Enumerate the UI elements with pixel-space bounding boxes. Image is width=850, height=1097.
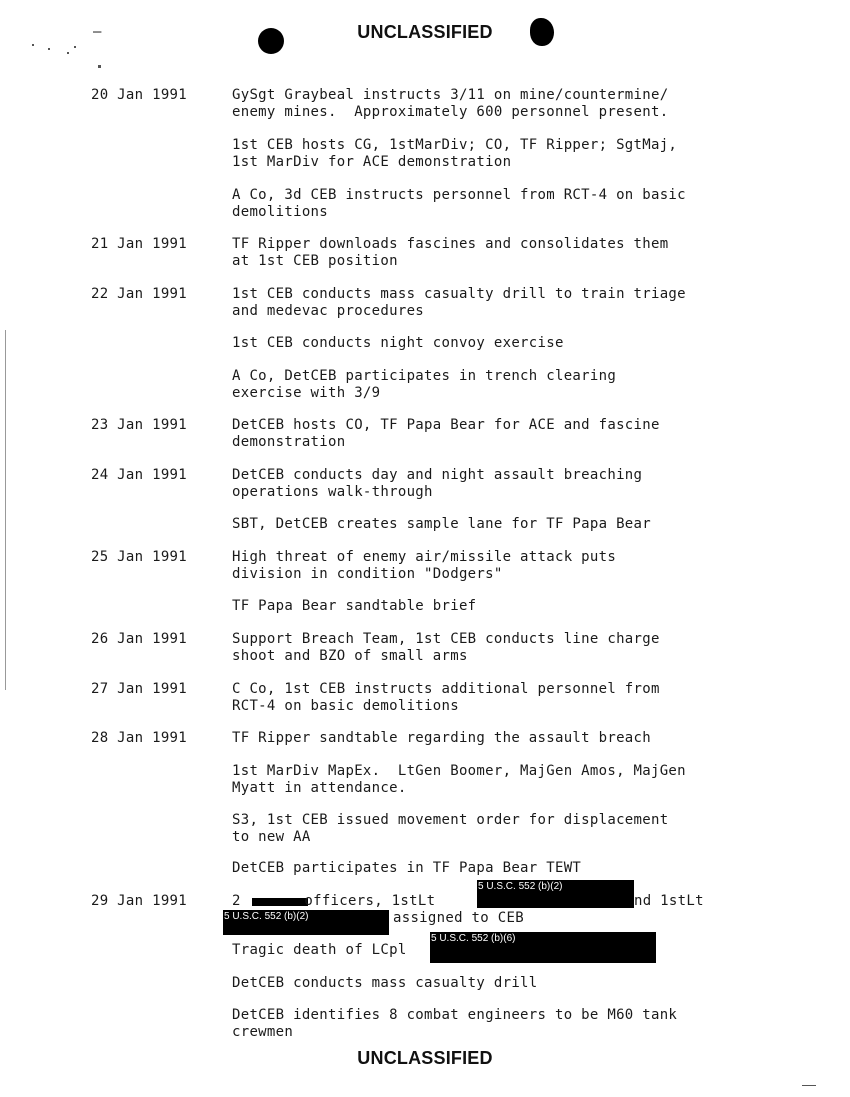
entry-date: 26 Jan 1991 [91, 631, 188, 647]
scan-speck [48, 48, 50, 50]
entry-text: 1st CEB conducts night convoy exercise [232, 335, 564, 351]
punch-hole-left-icon [258, 28, 284, 54]
entry-text: 1st CEB hosts CG, 1stMarDiv; CO, TF Ripper; SgtMaj, [232, 137, 678, 153]
scan-speck [32, 44, 34, 46]
entry-text: assigned to CEB [393, 910, 524, 926]
footer-classification: UNCLASSIFIED [357, 1048, 493, 1068]
scan-speck [74, 46, 76, 48]
entry-text: enemy mines. Approximately 600 personnel present. [232, 104, 669, 120]
entry-text: Tragic death of LCpl [232, 942, 407, 958]
entry-text: DetCEB participates in TF Papa Bear TEWT [232, 860, 582, 876]
redaction-box: 5 U.S.C. 552 (b)(6) [430, 932, 656, 963]
entry-date: 28 Jan 1991 [91, 730, 188, 746]
entry-date: 24 Jan 1991 [91, 467, 188, 483]
entry-text: A Co, DetCEB participates in trench clearing [232, 368, 617, 384]
header-classification: UNCLASSIFIED [357, 22, 493, 42]
entry-date: 20 Jan 1991 [91, 87, 188, 103]
entry-text: at 1st CEB position [232, 253, 398, 269]
redaction-box: 5 U.S.C. 552 (b)(2) [477, 880, 634, 908]
entry-text: nd 1stLt [634, 893, 704, 909]
entry-text: to new AA [232, 829, 311, 845]
entry-text: 1st MarDiv for ACE demonstration [232, 154, 512, 170]
entry-text: DetCEB conducts day and night assault breaching [232, 467, 643, 483]
entry-text: DetCEB conducts mass casualty drill [232, 975, 538, 991]
entry-date: 22 Jan 1991 [91, 286, 188, 302]
entry-text: DetCEB hosts CO, TF Papa Bear for ACE and fascine [232, 417, 660, 433]
corner-mark: – [93, 24, 102, 40]
entry-text: SBT, DetCEB creates sample lane for TF Papa Bear [232, 516, 651, 532]
scan-speck [98, 65, 101, 68]
entry-text: TF Ripper downloads fascines and consolidates them [232, 236, 669, 252]
entry-text: and medevac procedures [232, 303, 425, 319]
entry-text: DetCEB identifies 8 combat engineers to be M60 tank [232, 1007, 678, 1023]
entry-text: demolitions [232, 204, 329, 220]
entry-text: division in condition "Dodgers" [232, 566, 503, 582]
entry-date: 21 Jan 1991 [91, 236, 188, 252]
entry-text: officers, 1stLt [252, 893, 436, 909]
entry-text: demonstration [232, 434, 346, 450]
entry-text: shoot and BZO of small arms [232, 648, 468, 664]
entry-text: GySgt Graybeal instructs 3/11 on mine/countermine/ [232, 87, 669, 103]
entry-text: crewmen [232, 1024, 294, 1040]
entry-text: 1st MarDiv MapEx. LtGen Boomer, MajGen Amos, MajGen [232, 763, 686, 779]
redaction-box: 5 U.S.C. 552 (b)(2) [223, 910, 389, 935]
entry-date: 23 Jan 1991 [91, 417, 188, 433]
entry-text: 1st CEB conducts mass casualty drill to train triage [232, 286, 686, 302]
scan-speck [802, 1085, 816, 1086]
scan-margin-line [5, 330, 6, 690]
entry-text: Myatt in attendance. [232, 780, 407, 796]
entry-date: 27 Jan 1991 [91, 681, 188, 697]
entry-text: 2 [232, 893, 250, 909]
entry-date: 29 Jan 1991 [91, 893, 188, 909]
entry-text: exercise with 3/9 [232, 385, 381, 401]
entry-text: C Co, 1st CEB instructs additional personnel from [232, 681, 660, 697]
entry-text: TF Ripper sandtable regarding the assault breach [232, 730, 651, 746]
entry-text: TF Papa Bear sandtable brief [232, 598, 477, 614]
entry-text: RCT-4 on basic demolitions [232, 698, 459, 714]
scan-speck [67, 52, 69, 54]
entry-text: High threat of enemy air/missile attack puts [232, 549, 617, 565]
entry-text: S3, 1st CEB issued movement order for displacement [232, 812, 669, 828]
punch-hole-right-icon [530, 18, 554, 46]
entry-text: operations walk-through [232, 484, 433, 500]
entry-date: 25 Jan 1991 [91, 549, 188, 565]
entry-text: A Co, 3d CEB instructs personnel from RCT-4 on basic [232, 187, 686, 203]
entry-text: Support Breach Team, 1st CEB conducts line charge [232, 631, 660, 647]
